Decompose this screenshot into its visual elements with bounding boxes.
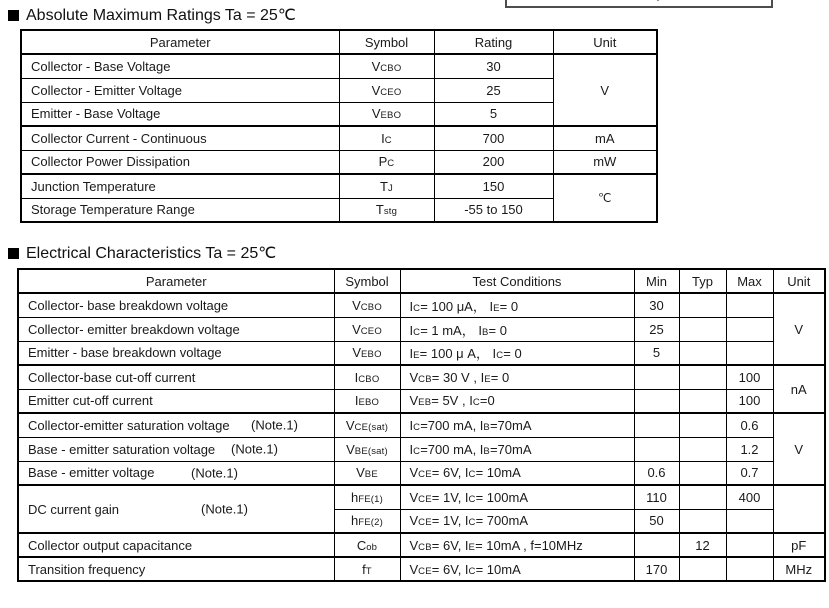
unit-cell: V bbox=[773, 413, 825, 485]
table-row bbox=[18, 413, 825, 437]
symbol-cell: VEBO bbox=[334, 341, 400, 365]
subscript-text: J bbox=[388, 182, 393, 194]
max-cell bbox=[726, 533, 773, 557]
column-header: Typ bbox=[679, 269, 726, 293]
subscript-text: EBO bbox=[358, 397, 380, 409]
note-label: (Note.1) bbox=[201, 501, 248, 517]
subscript-text: E bbox=[493, 302, 500, 314]
subscript-text: CE bbox=[418, 469, 432, 481]
conditions-cell: VCE= 1V, IC= 100mA bbox=[400, 485, 634, 509]
param-cell: Collector- emitter breakdown voltage bbox=[18, 317, 334, 341]
column-header: Parameter bbox=[21, 30, 339, 54]
min-cell bbox=[634, 413, 679, 437]
table-row bbox=[18, 557, 825, 581]
column-header: Unit bbox=[553, 30, 657, 54]
subscript-text: C bbox=[387, 158, 395, 170]
subscript-text: stg bbox=[383, 206, 398, 218]
table-row bbox=[18, 293, 825, 317]
max-cell: 0.7 bbox=[726, 461, 773, 485]
subscript-text: CBO bbox=[360, 301, 382, 313]
symbol-cell: Cob bbox=[334, 533, 400, 557]
subscript-text: B bbox=[483, 445, 490, 457]
conditions-cell: VCE= 6V, IC= 10mA bbox=[400, 461, 634, 485]
subscript-text: E bbox=[413, 350, 420, 362]
max-cell bbox=[726, 509, 773, 533]
rating-cell: 700 bbox=[434, 126, 553, 150]
table-row bbox=[18, 341, 825, 365]
note-label: (Note.1) bbox=[251, 417, 298, 433]
rating-cell: -55 to 150 bbox=[434, 198, 553, 222]
symbol-cell: VCBO bbox=[334, 293, 400, 317]
typ-cell bbox=[679, 293, 726, 317]
param-cell: Emitter - base breakdown voltage bbox=[18, 341, 334, 365]
conditions-cell: IE= 100 μ A， IC= 0 bbox=[400, 341, 634, 365]
absolute-maximum-ratings-table bbox=[20, 29, 658, 223]
subscript-text: BE bbox=[364, 469, 378, 481]
symbol-cell: VCBO bbox=[339, 54, 434, 78]
min-cell: 30 bbox=[634, 293, 679, 317]
symbol-cell: VEBO bbox=[339, 102, 434, 126]
max-cell: 100 bbox=[726, 365, 773, 389]
black-square-bullet-icon bbox=[8, 248, 19, 259]
max-cell bbox=[726, 341, 773, 365]
typ-cell: 12 bbox=[679, 533, 726, 557]
min-cell: 50 bbox=[634, 509, 679, 533]
subscript-text: C bbox=[413, 445, 421, 457]
max-cell bbox=[726, 317, 773, 341]
subscript-text: EB bbox=[418, 397, 432, 409]
section-title-electrical-characteristics bbox=[8, 243, 276, 263]
subscript-text: CBO bbox=[358, 373, 380, 385]
section-title-absolute-maximum-ratings bbox=[8, 5, 296, 25]
subscript-text: CE(sat) bbox=[354, 421, 389, 433]
subscript-text: B bbox=[483, 421, 490, 433]
min-cell bbox=[634, 533, 679, 557]
typ-cell bbox=[679, 413, 726, 437]
section-title-text: Absolute Maximum Ratings Ta = 25℃ bbox=[26, 7, 296, 24]
section-title-text: Electrical Characteristics Ta = 25℃ bbox=[26, 245, 277, 262]
symbol-cell: VCE(sat) bbox=[334, 413, 400, 437]
subscript-text: C bbox=[413, 302, 421, 314]
table-row bbox=[21, 150, 657, 174]
table-header-row bbox=[21, 30, 657, 54]
column-header: Parameter bbox=[18, 269, 334, 293]
typ-cell bbox=[679, 437, 726, 461]
param-cell: Transition frequency bbox=[18, 557, 334, 581]
param-cell: Emitter cut-off current bbox=[18, 389, 334, 413]
unit-cell: mW bbox=[553, 150, 657, 174]
subscript-text: C bbox=[468, 565, 476, 577]
typ-cell bbox=[679, 509, 726, 533]
conditions-cell: IC=700 mA, IB=70mA bbox=[400, 413, 634, 437]
param-cell: Collector - Emitter Voltage bbox=[21, 78, 339, 102]
param-cell: Collector Power Dissipation bbox=[21, 150, 339, 174]
typ-cell bbox=[679, 365, 726, 389]
conditions-cell: VCB= 6V, IE= 10mA , f=10MHz bbox=[400, 533, 634, 557]
min-cell bbox=[634, 365, 679, 389]
typ-cell bbox=[679, 317, 726, 341]
cutoff-box-divider bbox=[657, 0, 659, 1]
symbol-cell: Tstg bbox=[339, 198, 434, 222]
subscript-text: T bbox=[365, 565, 372, 577]
unit-cell: nA bbox=[773, 365, 825, 413]
subscript-text: E bbox=[468, 541, 476, 553]
symbol-cell: hFE(1) bbox=[334, 485, 400, 509]
column-header: Rating bbox=[434, 30, 553, 54]
symbol-cell: fT bbox=[334, 557, 400, 581]
symbol-cell: IEBO bbox=[334, 389, 400, 413]
symbol-cell: VBE bbox=[334, 461, 400, 485]
min-cell: 110 bbox=[634, 485, 679, 509]
symbol-cell: VBE(sat) bbox=[334, 437, 400, 461]
min-cell bbox=[634, 437, 679, 461]
subscript-text: FE(2) bbox=[358, 517, 383, 529]
min-cell bbox=[634, 389, 679, 413]
note-label: (Note.1) bbox=[231, 441, 278, 457]
unit-cell bbox=[773, 485, 825, 533]
subscript-text: CB bbox=[418, 541, 432, 553]
subscript-text: CE bbox=[418, 493, 432, 505]
symbol-cell: VCEO bbox=[334, 317, 400, 341]
param-cell: Base - emitter saturation voltage (Note.1) bbox=[18, 437, 334, 461]
unit-cell: V bbox=[773, 293, 825, 365]
column-header: Symbol bbox=[339, 30, 434, 54]
column-header: Symbol bbox=[334, 269, 400, 293]
min-cell: 0.6 bbox=[634, 461, 679, 485]
min-cell: 170 bbox=[634, 557, 679, 581]
subscript-text: ob bbox=[366, 541, 378, 553]
max-cell: 0.6 bbox=[726, 413, 773, 437]
conditions-cell: VCE= 1V, IC= 700mA bbox=[400, 509, 634, 533]
param-cell: Base - emitter voltage (Note.1) bbox=[18, 461, 334, 485]
param-cell: Junction Temperature bbox=[21, 174, 339, 198]
table-row bbox=[18, 437, 825, 461]
column-header: Min bbox=[634, 269, 679, 293]
table-row bbox=[18, 365, 825, 389]
note-label: (Note.1) bbox=[191, 465, 238, 481]
subscript-text: C bbox=[413, 326, 421, 338]
table-row bbox=[21, 174, 657, 198]
subscript-text: C bbox=[468, 493, 476, 505]
unit-cell: mA bbox=[553, 126, 657, 150]
rating-cell: 25 bbox=[434, 78, 553, 102]
column-header: Unit bbox=[773, 269, 825, 293]
table-row bbox=[18, 485, 825, 509]
param-cell: Storage Temperature Range bbox=[21, 198, 339, 222]
typ-cell bbox=[679, 485, 726, 509]
max-cell: 100 bbox=[726, 389, 773, 413]
param-cell: Collector Current - Continuous bbox=[21, 126, 339, 150]
param-cell: Emitter - Base Voltage bbox=[21, 102, 339, 126]
subscript-text: C bbox=[413, 421, 421, 433]
max-cell bbox=[726, 557, 773, 581]
rating-cell: 5 bbox=[434, 102, 553, 126]
max-cell: 1.2 bbox=[726, 437, 773, 461]
param-cell: Collector-base cut-off current bbox=[18, 365, 334, 389]
black-square-bullet-icon bbox=[8, 10, 19, 21]
subscript-text: FE(1) bbox=[358, 493, 383, 505]
table-row bbox=[18, 533, 825, 557]
max-cell: 400 bbox=[726, 485, 773, 509]
param-cell: Collector output capacitance bbox=[18, 533, 334, 557]
subscript-text: C bbox=[496, 350, 504, 362]
electrical-characteristics-table bbox=[17, 268, 826, 582]
unit-cell: pF bbox=[773, 533, 825, 557]
subscript-text: CBO bbox=[380, 62, 402, 74]
table-row bbox=[21, 54, 657, 78]
rating-cell: 150 bbox=[434, 174, 553, 198]
typ-cell bbox=[679, 557, 726, 581]
symbol-cell: ICBO bbox=[334, 365, 400, 389]
table-header-row bbox=[18, 269, 825, 293]
symbol-cell: TJ bbox=[339, 174, 434, 198]
subscript-text: C bbox=[468, 517, 476, 529]
subscript-text: BE(sat) bbox=[354, 445, 388, 457]
typ-cell bbox=[679, 389, 726, 413]
subscript-text: C bbox=[472, 397, 480, 409]
table-row bbox=[18, 461, 825, 485]
subscript-text: CE bbox=[418, 565, 432, 577]
param-cell: Collector-emitter saturation voltage (Note.1) bbox=[18, 413, 334, 437]
unit-cell: V bbox=[553, 54, 657, 126]
table-row bbox=[18, 389, 825, 413]
subscript-text: CB bbox=[418, 373, 432, 385]
symbol-cell: hFE(2) bbox=[334, 509, 400, 533]
unit-cell: MHz bbox=[773, 557, 825, 581]
column-header: Test Conditions bbox=[400, 269, 634, 293]
min-cell: 25 bbox=[634, 317, 679, 341]
subscript-text: CEO bbox=[360, 325, 382, 337]
rating-cell: 200 bbox=[434, 150, 553, 174]
subscript-text: C bbox=[468, 469, 476, 481]
subscript-text: CEO bbox=[380, 86, 402, 98]
table-row bbox=[21, 126, 657, 150]
symbol-cell: PC bbox=[339, 150, 434, 174]
table-row bbox=[18, 317, 825, 341]
subscript-text: E bbox=[484, 373, 491, 385]
symbol-cell: VCEO bbox=[339, 78, 434, 102]
conditions-cell: IC= 1 mA， IB= 0 bbox=[400, 317, 634, 341]
rating-cell: 30 bbox=[434, 54, 553, 78]
param-cell: Collector- base breakdown voltage bbox=[18, 293, 334, 317]
conditions-cell: VCE= 6V, IC= 10mA bbox=[400, 557, 634, 581]
subscript-text: B bbox=[481, 326, 489, 338]
conditions-cell: VEB= 5V , IC=0 bbox=[400, 389, 634, 413]
param-cell: Collector - Base Voltage bbox=[21, 54, 339, 78]
conditions-cell: IC= 100 μA， IE= 0 bbox=[400, 293, 634, 317]
subscript-text: EBO bbox=[361, 349, 382, 361]
subscript-text: C bbox=[384, 134, 392, 146]
typ-cell bbox=[679, 341, 726, 365]
typ-cell bbox=[679, 461, 726, 485]
conditions-cell: IC=700 mA, IB=70mA bbox=[400, 437, 634, 461]
param-cell: DC current gain (Note.1) bbox=[18, 485, 334, 533]
column-header: Max bbox=[726, 269, 773, 293]
min-cell: 5 bbox=[634, 341, 679, 365]
cutoff-box-bottom bbox=[505, 0, 773, 8]
symbol-cell: IC bbox=[339, 126, 434, 150]
subscript-text: EBO bbox=[380, 110, 402, 122]
max-cell bbox=[726, 293, 773, 317]
subscript-text: CE bbox=[418, 517, 432, 529]
conditions-cell: VCB= 30 V , IE= 0 bbox=[400, 365, 634, 389]
unit-cell: ℃ bbox=[553, 174, 657, 222]
